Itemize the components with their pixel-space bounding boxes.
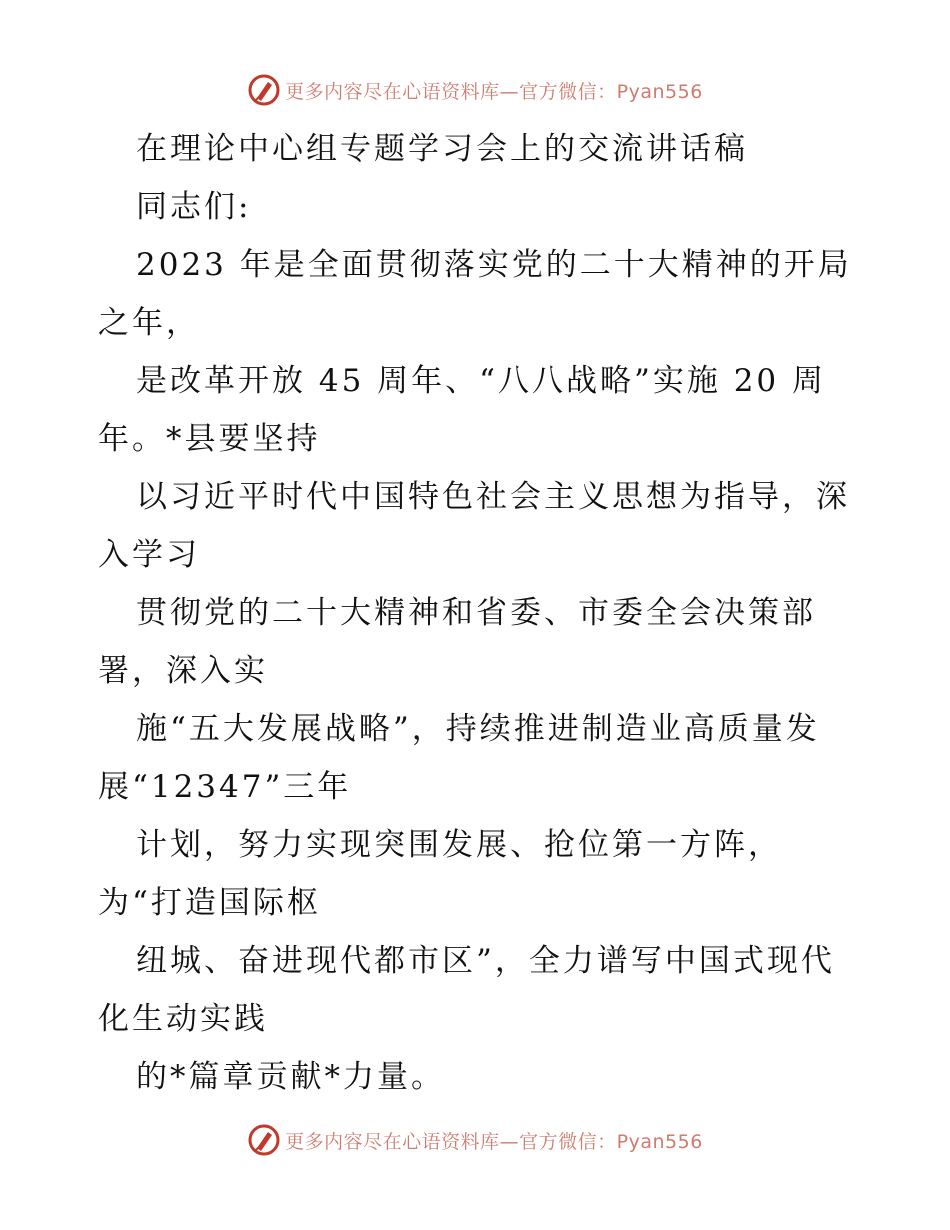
text-line: 是改革开放 45 周年、“八八战略”实施 20 周 [136,363,827,399]
text-line: 为“打造国际枢 [98,885,321,921]
text-line: 施“五大发展战略”，持续推进制造业高质量发 [136,711,820,747]
text-line: 计划，努力实现突围发展、抢位第一方阵， [136,827,782,863]
text-line: 2023 年是全面贯彻落实党的二十大精神的开局 [136,247,852,283]
text-line: 的*篇章贡献*力量。 [136,1059,445,1095]
watermark-text: 更多内容尽在心语资料库—官方微信：Pyan556 [285,1130,703,1153]
text-line: 之年， [98,305,200,341]
text-line: 署，深入实 [98,653,268,689]
salutation: 同志们: [136,189,252,225]
text-line: 展“12347”三年 [98,769,352,805]
pen-nib-seal-icon [247,73,281,107]
document-title: 在理论中心组专题学习会上的交流讲话稿 [136,131,748,167]
footer-watermark [0,1120,950,1160]
text-line: 化生动实践 [98,1001,268,1037]
header-watermark [0,70,950,110]
text-line: 入学习 [98,537,200,573]
text-line: 年。*县要坚持 [98,421,321,457]
text-line: 以习近平时代中国特色社会主义思想为指导，深 [136,479,850,515]
text-line: 纽城、奋进现代都市区”，全力谱写中国式现代 [136,943,835,979]
text-line: 贯彻党的二十大精神和省委、市委全会决策部 [136,595,816,631]
watermark-text: 更多内容尽在心语资料库—官方微信：Pyan556 [285,80,703,103]
pen-nib-seal-icon [247,1123,281,1157]
document-body [98,120,868,1106]
